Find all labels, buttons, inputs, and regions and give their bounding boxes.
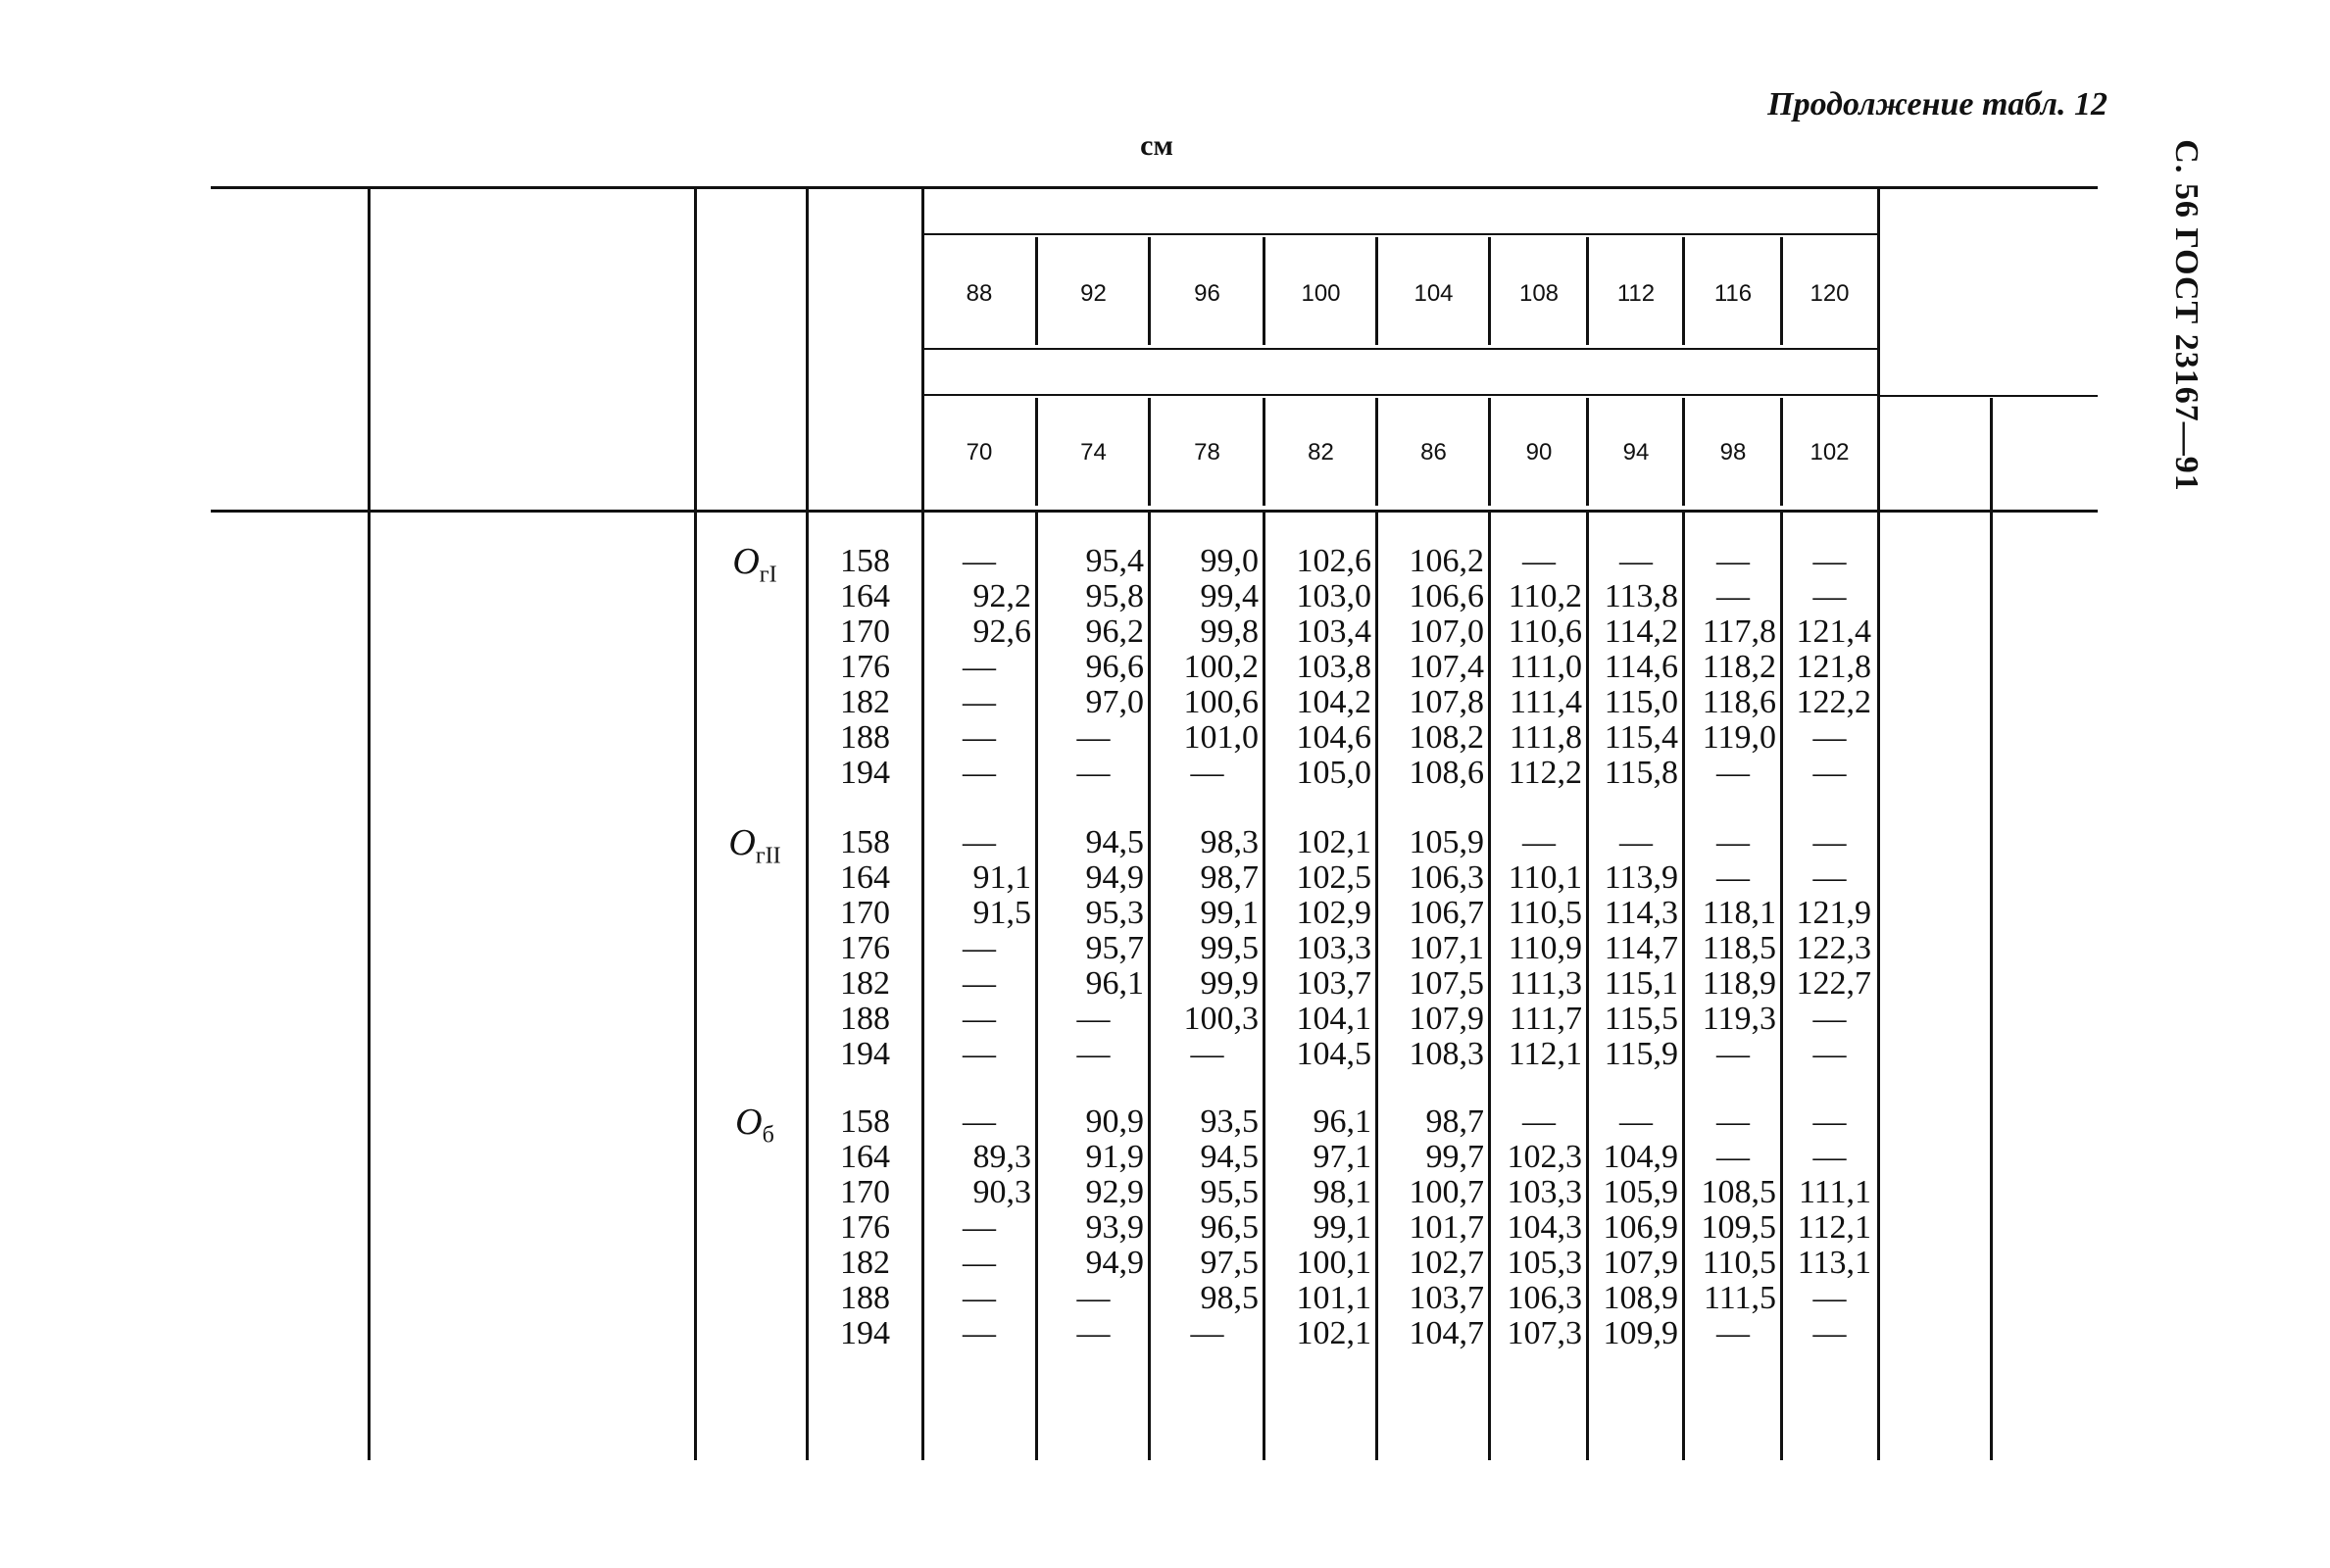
header-waist-value: 102: [1809, 439, 1850, 466]
table-cell: 100,1: [1296, 1245, 1371, 1281]
table-cell: 114,2: [1604, 613, 1678, 650]
table-cell: 104,5: [1296, 1036, 1371, 1072]
table-cell: 97,5: [1200, 1245, 1259, 1281]
rule-chest-sep-6: [1586, 237, 1589, 345]
table-cell: 100,7: [1409, 1174, 1484, 1210]
height-value: 182: [840, 684, 890, 720]
table-cell: 103,7: [1409, 1280, 1484, 1316]
feature-symbol-letter: O: [732, 541, 760, 582]
height-value: 194: [840, 755, 890, 791]
rule-chest-sep-1: [1035, 237, 1038, 345]
table-cell: 109,9: [1603, 1315, 1678, 1351]
table-cell: 106,7: [1409, 895, 1484, 931]
table-cell: 91,5: [972, 895, 1031, 931]
table-continuation-caption: Продолжение табл. 12: [1767, 86, 2107, 122]
table-cell: 96,6: [1085, 649, 1144, 685]
rule-chest-sep-2: [1148, 237, 1151, 345]
rule-waist-sep-2: [1148, 398, 1151, 506]
table-cell: 96,5: [1200, 1209, 1259, 1246]
table-cell: —: [1812, 1001, 1847, 1037]
rule-header-bottom: [211, 510, 2098, 513]
table-cell: 97,1: [1313, 1139, 1371, 1175]
table-cell: 103,0: [1296, 578, 1371, 614]
rule-waist-sep-5: [1488, 398, 1491, 506]
rule-waist-sep-6: [1586, 398, 1589, 506]
table-cell: 99,0: [1200, 543, 1259, 579]
table-cell: 109,5: [1701, 1209, 1776, 1246]
table-cell: —: [1716, 824, 1750, 860]
header-chest-value: 88: [966, 280, 993, 307]
height-value: 164: [840, 1139, 890, 1175]
table-cell: —: [1619, 543, 1653, 579]
table-cell: —: [1076, 719, 1111, 756]
table-cell: 93,9: [1085, 1209, 1144, 1246]
table-cell: 96,1: [1313, 1103, 1371, 1140]
table-cell: 102,1: [1296, 824, 1371, 860]
table-cell: 115,5: [1604, 1001, 1678, 1037]
table-cell: 115,1: [1604, 965, 1678, 1002]
table-cell: —: [963, 684, 996, 720]
rule-chest-sep-5: [1488, 237, 1491, 345]
feature-symbol: [716, 1101, 794, 1150]
table-cell: —: [963, 965, 996, 1002]
header-waist-value: 78: [1194, 439, 1220, 466]
table-cell: 122,3: [1796, 930, 1871, 966]
table-cell: —: [963, 719, 996, 756]
table-cell: 102,9: [1296, 895, 1371, 931]
table-cell: 110,9: [1508, 930, 1582, 966]
header-waist-value: 98: [1719, 439, 1747, 466]
table-group: [0, 822, 2330, 1072]
table-cell: 98,3: [1200, 824, 1259, 860]
feature-symbol-letter: O: [728, 822, 756, 863]
table-cell: 98,5: [1200, 1280, 1259, 1316]
table-cell: 115,9: [1604, 1036, 1678, 1072]
table-cell: 108,9: [1603, 1280, 1678, 1316]
table-cell: —: [963, 1036, 996, 1072]
table-cell: 107,9: [1603, 1245, 1678, 1281]
table-cell: 117,8: [1702, 613, 1776, 650]
table-cell: 96,1: [1085, 965, 1144, 1002]
header-waist-value: 86: [1420, 439, 1447, 466]
table-cell: —: [1716, 1103, 1750, 1140]
table-cell: —: [1716, 543, 1750, 579]
table-cell: 111,0: [1510, 649, 1582, 685]
header-chest-value: 112: [1616, 280, 1656, 307]
table-cell: 115,8: [1604, 755, 1678, 791]
rule-chest-sep-7: [1682, 237, 1685, 345]
header-chest-value: 92: [1080, 280, 1107, 307]
table-cell: 113,1: [1797, 1245, 1871, 1281]
table-cell: 121,8: [1796, 649, 1871, 685]
table-cell: 103,8: [1296, 649, 1371, 685]
table-cell: 105,9: [1409, 824, 1484, 860]
rule-top: [211, 186, 2098, 189]
table-cell: 90,3: [972, 1174, 1031, 1210]
table-cell: 107,9: [1409, 1001, 1484, 1037]
table-cell: —: [1076, 1036, 1111, 1072]
table-cell: —: [963, 1103, 996, 1140]
height-value: 182: [840, 965, 890, 1002]
table-cell: —: [963, 755, 996, 791]
table-cell: —: [1522, 543, 1556, 579]
header-chest-value: 100: [1301, 280, 1341, 307]
table-group: [0, 541, 2330, 791]
table-cell: —: [1076, 1001, 1111, 1037]
table-cell: 113,9: [1604, 859, 1678, 896]
table-cell: 108,3: [1409, 1036, 1484, 1072]
table-cell: 115,4: [1604, 719, 1678, 756]
table-cell: 118,2: [1702, 649, 1776, 685]
table-cell: 106,9: [1603, 1209, 1678, 1246]
table-cell: 121,4: [1796, 613, 1871, 650]
height-value: 170: [840, 1174, 890, 1210]
table-cell: —: [1716, 859, 1750, 896]
table-cell: 106,3: [1409, 859, 1484, 896]
table-cell: 101,1: [1296, 1280, 1371, 1316]
rule-waist-sep-4: [1375, 398, 1378, 506]
table-cell: 111,4: [1510, 684, 1582, 720]
table-cell: 118,5: [1702, 930, 1776, 966]
height-value: 194: [840, 1315, 890, 1351]
table-cell: —: [963, 824, 996, 860]
table-cell: —: [1716, 578, 1750, 614]
table-cell: 119,3: [1702, 1001, 1776, 1037]
table-cell: —: [1812, 1036, 1847, 1072]
table-cell: 103,4: [1296, 613, 1371, 650]
table-cell: —: [1076, 1280, 1111, 1316]
table-cell: 91,1: [972, 859, 1031, 896]
table-cell: 99,7: [1425, 1139, 1484, 1175]
table-cell: 111,3: [1510, 965, 1582, 1002]
table-cell: 104,6: [1296, 719, 1371, 756]
table-cell: —: [963, 1209, 996, 1246]
header-waist-value: 82: [1308, 439, 1334, 466]
rule-chest-group: [921, 233, 1877, 235]
table-cell: 103,3: [1296, 930, 1371, 966]
table-cell: 97,0: [1085, 684, 1144, 720]
table-cell: 114,7: [1604, 930, 1678, 966]
height-value: 158: [840, 824, 890, 860]
height-value: 164: [840, 578, 890, 614]
table-cell: 108,2: [1409, 719, 1484, 756]
table-cell: —: [1812, 824, 1847, 860]
table-cell: 108,6: [1409, 755, 1484, 791]
table-cell: —: [963, 543, 996, 579]
table-cell: 111,1: [1799, 1174, 1871, 1210]
table-cell: 92,2: [972, 578, 1031, 614]
table-cell: 107,5: [1409, 965, 1484, 1002]
table-cell: 122,2: [1796, 684, 1871, 720]
header-waist-value: 90: [1525, 439, 1553, 466]
header-chest-value: 104: [1413, 280, 1454, 307]
table-cell: 118,9: [1702, 965, 1776, 1002]
height-value: 170: [840, 613, 890, 650]
feature-symbol: [716, 821, 794, 870]
height-value: 176: [840, 930, 890, 966]
table-cell: 102,5: [1296, 859, 1371, 896]
table-cell: 94,5: [1085, 824, 1144, 860]
table-cell: 101,0: [1183, 719, 1259, 756]
table-cell: 95,3: [1085, 895, 1144, 931]
rule-waist-sep-1: [1035, 398, 1038, 506]
table-cell: 102,7: [1409, 1245, 1484, 1281]
table-cell: 110,5: [1702, 1245, 1776, 1281]
table-cell: —: [1190, 755, 1224, 791]
header-waist-value: 70: [966, 439, 993, 466]
table-cell: 118,6: [1702, 684, 1776, 720]
table-cell: 95,7: [1085, 930, 1144, 966]
table-cell: 104,9: [1603, 1139, 1678, 1175]
table-cell: 110,5: [1508, 895, 1582, 931]
table-cell: 105,0: [1296, 755, 1371, 791]
table-cell: —: [1716, 755, 1750, 791]
table-cell: —: [1812, 1139, 1847, 1175]
table-cell: 111,5: [1704, 1280, 1776, 1316]
height-value: 170: [840, 895, 890, 931]
table-cell: 105,3: [1507, 1245, 1582, 1281]
table-cell: —: [1190, 1315, 1224, 1351]
table-cell: 104,7: [1409, 1315, 1484, 1351]
table-cell: 94,5: [1200, 1139, 1259, 1175]
table-cell: —: [1076, 755, 1111, 791]
table-cell: 99,1: [1200, 895, 1259, 931]
table-cell: —: [963, 1315, 996, 1351]
table-cell: 104,1: [1296, 1001, 1371, 1037]
header-chest-value: 120: [1809, 280, 1850, 307]
table-cell: —: [1522, 1103, 1556, 1140]
height-value: 188: [840, 719, 890, 756]
table-cell: 119,0: [1702, 719, 1776, 756]
table-cell: —: [1812, 755, 1847, 791]
table-cell: 113,8: [1604, 578, 1678, 614]
table-cell: 110,2: [1508, 578, 1582, 614]
feature-symbol-letter: O: [735, 1102, 763, 1143]
table-cell: 105,9: [1603, 1174, 1678, 1210]
height-value: 158: [840, 543, 890, 579]
table-cell: —: [1812, 859, 1847, 896]
table-cell: —: [963, 1245, 996, 1281]
table-cell: 98,1: [1313, 1174, 1371, 1210]
table-cell: 102,1: [1296, 1315, 1371, 1351]
height-value: 188: [840, 1280, 890, 1316]
rule-chest-values: [921, 348, 1877, 350]
table-cell: 94,9: [1085, 1245, 1144, 1281]
table-cell: —: [1716, 1315, 1750, 1351]
table-cell: 98,7: [1425, 1103, 1484, 1140]
table-cell: 103,3: [1507, 1174, 1582, 1210]
table-cell: 122,7: [1796, 965, 1871, 1002]
table-cell: —: [1812, 578, 1847, 614]
table-cell: 101,7: [1409, 1209, 1484, 1246]
table-cell: —: [963, 649, 996, 685]
table-cell: —: [1522, 824, 1556, 860]
feature-symbol-subscript: гI: [759, 562, 777, 588]
table-cell: 103,7: [1296, 965, 1371, 1002]
rule-waist-sep-3: [1263, 398, 1265, 506]
table-cell: 98,7: [1200, 859, 1259, 896]
table-cell: 100,2: [1183, 649, 1259, 685]
table-cell: 100,6: [1183, 684, 1259, 720]
feature-symbol-subscript: б: [762, 1122, 774, 1149]
table-cell: 107,3: [1507, 1315, 1582, 1351]
height-value: 158: [840, 1103, 890, 1140]
table-cell: —: [963, 930, 996, 966]
table-cell: —: [963, 1280, 996, 1316]
table-cell: —: [1812, 1315, 1847, 1351]
table-cell: 102,6: [1296, 543, 1371, 579]
table-cell: 106,3: [1507, 1280, 1582, 1316]
table-cell: 108,5: [1701, 1174, 1776, 1210]
table-cell: 92,6: [972, 613, 1031, 650]
header-waist-value: 74: [1080, 439, 1107, 466]
table-cell: 112,2: [1508, 755, 1582, 791]
table-cell: 95,4: [1085, 543, 1144, 579]
rule-waist-sep-8: [1780, 398, 1783, 506]
table-cell: —: [1190, 1036, 1224, 1072]
height-value: 164: [840, 859, 890, 896]
height-value: 182: [840, 1245, 890, 1281]
table-cell: 93,5: [1200, 1103, 1259, 1140]
table-cell: 110,6: [1508, 613, 1582, 650]
table-cell: 92,9: [1085, 1174, 1144, 1210]
table-cell: 112,1: [1508, 1036, 1582, 1072]
units-label: см: [1140, 129, 1173, 162]
table-cell: 110,1: [1508, 859, 1582, 896]
table-cell: 107,1: [1409, 930, 1484, 966]
table-cell: —: [1812, 719, 1847, 756]
side-page-label-text: С. 56 ГОСТ 23167—91: [2168, 139, 2205, 492]
header-chest-value: 96: [1194, 280, 1220, 307]
table-cell: —: [1812, 1103, 1847, 1140]
table-group: [0, 1104, 2330, 1351]
table-cell: 121,9: [1796, 895, 1871, 931]
table-cell: 115,0: [1604, 684, 1678, 720]
rule-chest-sep-4: [1375, 237, 1378, 345]
table-cell: 107,0: [1409, 613, 1484, 650]
table-cell: 107,4: [1409, 649, 1484, 685]
rule-diff-group: [1877, 395, 2098, 397]
feature-symbol-subscript: гII: [755, 843, 781, 869]
rule-chest-sep-3: [1263, 237, 1265, 345]
table-cell: —: [1812, 543, 1847, 579]
table-cell: —: [1716, 1139, 1750, 1175]
table-cell: —: [1812, 1280, 1847, 1316]
height-value: 194: [840, 1036, 890, 1072]
table-cell: 118,1: [1702, 895, 1776, 931]
table-cell: 99,8: [1200, 613, 1259, 650]
header-waist-value: 94: [1622, 439, 1650, 466]
table-cell: 94,9: [1085, 859, 1144, 896]
rule-chest-sep-8: [1780, 237, 1783, 345]
table-cell: 89,3: [972, 1139, 1031, 1175]
table-cell: 112,1: [1797, 1209, 1871, 1246]
table-cell: 95,5: [1200, 1174, 1259, 1210]
table-cell: 100,3: [1183, 1001, 1259, 1037]
table-cell: 104,2: [1296, 684, 1371, 720]
table-cell: —: [963, 1001, 996, 1037]
rule-waist-group: [921, 394, 1877, 396]
table-cell: —: [1716, 1036, 1750, 1072]
height-value: 188: [840, 1001, 890, 1037]
table-cell: 102,3: [1507, 1139, 1582, 1175]
table-cell: 114,3: [1604, 895, 1678, 931]
table-cell: 111,7: [1510, 1001, 1582, 1037]
table-cell: 111,8: [1510, 719, 1582, 756]
table-cell: —: [1619, 824, 1653, 860]
table-cell: 104,3: [1507, 1209, 1582, 1246]
table-cell: 99,1: [1313, 1209, 1371, 1246]
header-chest-value: 116: [1713, 280, 1753, 307]
header-chest-value: 108: [1518, 280, 1560, 307]
table-cell: 91,9: [1085, 1139, 1144, 1175]
table-cell: 99,9: [1200, 965, 1259, 1002]
table-cell: —: [1619, 1103, 1653, 1140]
table-cell: 99,5: [1200, 930, 1259, 966]
table-cell: 114,6: [1604, 649, 1678, 685]
height-value: 176: [840, 1209, 890, 1246]
table-cell: 106,6: [1409, 578, 1484, 614]
height-value: 176: [840, 649, 890, 685]
table-cell: 90,9: [1085, 1103, 1144, 1140]
table-cell: 99,4: [1200, 578, 1259, 614]
table-cell: 106,2: [1409, 543, 1484, 579]
feature-symbol: [716, 540, 794, 589]
table-cell: —: [1076, 1315, 1111, 1351]
table-cell: 107,8: [1409, 684, 1484, 720]
rule-waist-sep-7: [1682, 398, 1685, 506]
table-cell: 96,2: [1085, 613, 1144, 650]
table-cell: 95,8: [1085, 578, 1144, 614]
